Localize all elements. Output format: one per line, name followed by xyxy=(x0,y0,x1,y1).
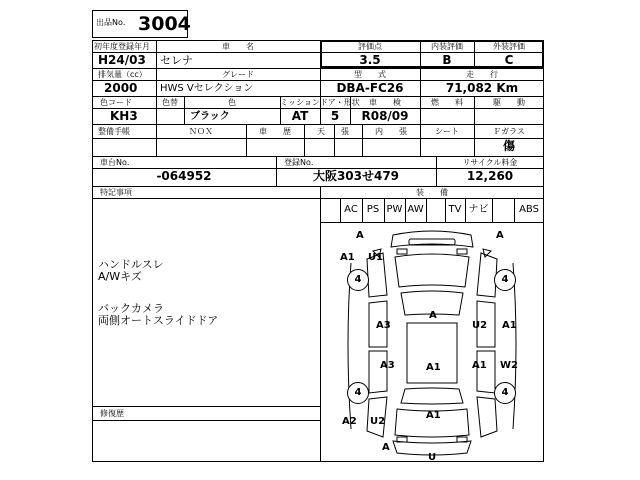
damage-mark: A3 xyxy=(376,320,391,331)
damage-mark: A1 xyxy=(472,360,487,371)
door-shape-label: ドア・形状 xyxy=(320,98,360,107)
equipment-cell: TV xyxy=(448,204,462,215)
chassis-label: 車台No． xyxy=(100,158,135,167)
equipment-label: 装 備 xyxy=(416,188,448,197)
remark-line: 両側オートスライドドア xyxy=(98,314,219,327)
right-slide-door xyxy=(477,351,495,393)
damage-mark: U xyxy=(428,452,437,463)
right-fender-rear xyxy=(477,397,497,437)
mileage-value: 71,082 Km xyxy=(445,81,519,95)
color-value: ブラック xyxy=(190,111,230,122)
fglass-label: Ｆガラス xyxy=(493,127,525,136)
regno-value: 大阪303せ479 xyxy=(312,169,400,183)
interior-label: 内装評価 xyxy=(431,42,463,51)
hood xyxy=(395,254,469,287)
car-name-label: 車 名 xyxy=(222,42,254,51)
manual-label: 整備手帳 xyxy=(98,127,130,136)
color-swatch-label: 色替 xyxy=(162,98,178,107)
damage-mark: A3 xyxy=(380,360,395,371)
remarks-label: 特記事項 xyxy=(100,188,132,197)
mileage-label: 走 行 xyxy=(466,70,498,79)
tire-rear-right: 4 xyxy=(494,382,516,404)
first-reg-value: H24/03 xyxy=(98,53,146,67)
equipment-cell: ABS xyxy=(519,204,539,215)
interior-trim-label: 内 張 xyxy=(375,127,407,136)
tire-rear-left: 4 xyxy=(347,382,369,404)
lot-number: 3004 xyxy=(138,13,191,35)
left-slide-door xyxy=(369,351,387,393)
model-label: 型 式 xyxy=(354,70,386,79)
damage-mark: U2 xyxy=(370,416,386,427)
equipment-cell: AC xyxy=(344,204,358,215)
chassis-value: -064952 xyxy=(156,169,212,183)
fglass-value: 傷 xyxy=(502,139,515,153)
inspection-value: R08/09 xyxy=(361,109,409,123)
car-name-value: セレナ xyxy=(160,54,193,67)
drive-label: 駆 動 xyxy=(493,98,525,107)
damage-mark: A xyxy=(356,230,364,241)
damage-mark: A1 xyxy=(426,362,441,373)
inspection-label: 車 検 xyxy=(369,98,401,107)
model-value: DBA-FC26 xyxy=(336,81,404,95)
damage-mark: U2 xyxy=(472,320,488,331)
remark-line: A/Wキズ xyxy=(98,270,142,283)
roof-label: 天 張 xyxy=(317,127,349,136)
damage-mark: A xyxy=(382,442,390,453)
color-code-label: 色コード xyxy=(100,98,132,107)
remark-line: ハンドルスレ xyxy=(98,258,164,271)
damage-mark: A1 xyxy=(426,410,441,421)
grade-value: HWS Vセレクション xyxy=(160,83,254,94)
history-label: 車 歴 xyxy=(259,127,291,136)
exterior-label: 外装評価 xyxy=(493,42,525,51)
repair-label: 修復歴 xyxy=(100,409,124,418)
color-label: 色 xyxy=(228,98,236,107)
fuel-label: 燃 料 xyxy=(431,98,463,107)
damage-mark: A xyxy=(496,230,504,241)
remark-line: バックカメラ xyxy=(98,302,164,315)
equipment-cell: ナビ xyxy=(468,204,489,215)
roof xyxy=(407,323,457,383)
mission-label: ミッション xyxy=(280,98,320,107)
door-shape-value: 5 xyxy=(330,109,340,123)
equipment-cell: AW xyxy=(407,204,424,215)
score-value: 3.5 xyxy=(359,53,381,67)
first-reg-label: 初年度登録年月 xyxy=(94,42,150,51)
damage-mark: U1 xyxy=(368,252,384,263)
score-label: 評価点 xyxy=(358,42,382,51)
damage-mark: A1 xyxy=(502,320,517,331)
mission-value: AT xyxy=(291,109,309,123)
grade-label: グレード xyxy=(222,70,254,79)
interior-value: B xyxy=(442,53,452,67)
rear-window xyxy=(401,388,463,404)
right-side-outline xyxy=(513,263,516,429)
right-headlamp xyxy=(457,249,467,254)
lot-label: 出品No． xyxy=(96,18,131,27)
regno-label: 登録No． xyxy=(284,158,319,167)
damage-mark: A1 xyxy=(340,252,355,263)
damage-mark: A2 xyxy=(342,416,357,427)
tire-front-right: 4 xyxy=(494,269,516,291)
damage-mark: A xyxy=(429,310,437,321)
recycle-label: リサイクル料金 xyxy=(462,158,518,167)
tire-front-left: 4 xyxy=(347,269,369,291)
color-code-value: KH3 xyxy=(110,109,138,123)
left-headlamp xyxy=(397,249,407,254)
displacement-value: 2000 xyxy=(104,81,138,95)
exterior-value: C xyxy=(504,53,514,67)
damage-mark: W2 xyxy=(500,360,518,371)
seat-label: シート xyxy=(435,127,459,136)
recycle-value: 12,260 xyxy=(466,169,514,183)
nox-label: ＮＯＸ xyxy=(189,127,213,136)
equipment-cell: PS xyxy=(366,204,380,215)
equipment-cell: PW xyxy=(386,204,403,215)
displacement-label: 排気量（cc） xyxy=(98,70,147,79)
